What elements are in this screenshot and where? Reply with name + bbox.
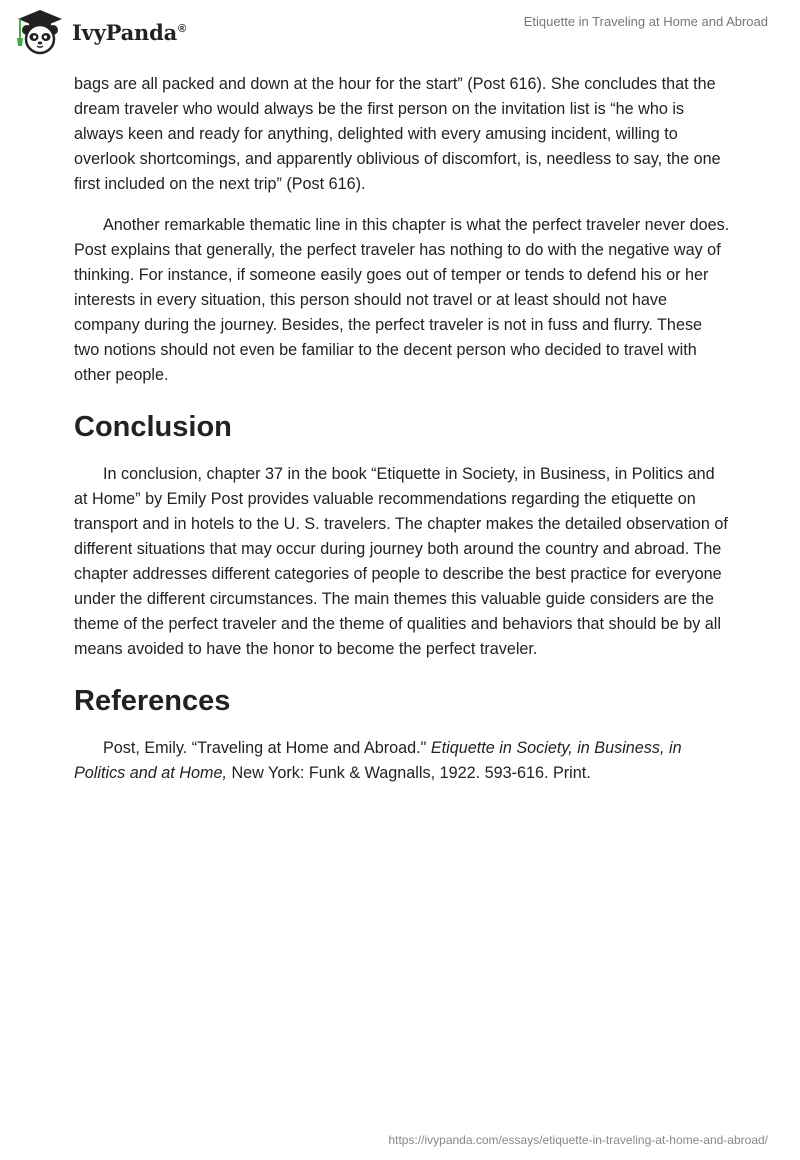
essay-content [74, 72, 730, 786]
reference-book-title: Etiquette in Society, in Business, in Politics and at Home, [74, 739, 682, 782]
conclusion-heading: Conclusion [74, 411, 232, 443]
source-url[interactable]: https://ivypanda.com/essays/etiquette-in-traveling-at-home-and-abroad/ [388, 1133, 768, 1147]
references-heading: References [74, 685, 231, 717]
paragraph-perfect-traveler: Another remarkable thematic line in this chapter is what the perfect traveler never does. Post explains that generally, the perfect traveler has nothing to do with the negative way of thinking. For instance, if someone easily goes out of temper or tends to defend his or her interests in every situation, this person should not travel or at least should not have company during the journey. Besides, the perfect traveler is not in fuss and flurry. These two notions should not even be familiar to the decent person who decided to travel with other people. [74, 216, 730, 384]
reference-prefix: Post, Emily. “Traveling at Home and Abroad." [103, 739, 431, 757]
page-header [0, 0, 800, 60]
conclusion-paragraph: In conclusion, chapter 37 in the book “Etiquette in Society, in Business, in Politics and at Home” by Emily Post provides valuable recommendations regarding the etiquette on transport and in hotels to the U. S. travelers. The chapter makes the detailed observation of different situations that may occur during journey both around the country and abroad. The chapter addresses different categories of people to describe the best practice for everyone under the different circumstances. The main themes this valuable guide considers are the theme of the perfect traveler and the theme of qualities and behaviors that should be by all means avoided to have the honor to become the perfect traveler. [74, 465, 728, 658]
panda-graduate-icon [14, 8, 66, 56]
document-title: Etiquette in Traveling at Home and Abroad [523, 14, 768, 29]
reference-suffix: New York: Funk & Wagnalls, 1922. 593-616. Print. [226, 764, 591, 782]
ivypanda-logo[interactable] [14, 8, 186, 56]
brand-name: IvyPanda® [72, 19, 186, 45]
reference-entry [74, 736, 730, 786]
paragraph-continuation: bags are all packed and down at the hour for the start” (Post 616). She concludes that the dream traveler who would always be the first person on the invitation list is “he who is always keen and ready for anything, delighted with every amusing incident, willing to overlook shortcomings, and apparently oblivious of discomfort, is, needless to say, the one first included on the next trip” (Post 616). [74, 75, 721, 193]
